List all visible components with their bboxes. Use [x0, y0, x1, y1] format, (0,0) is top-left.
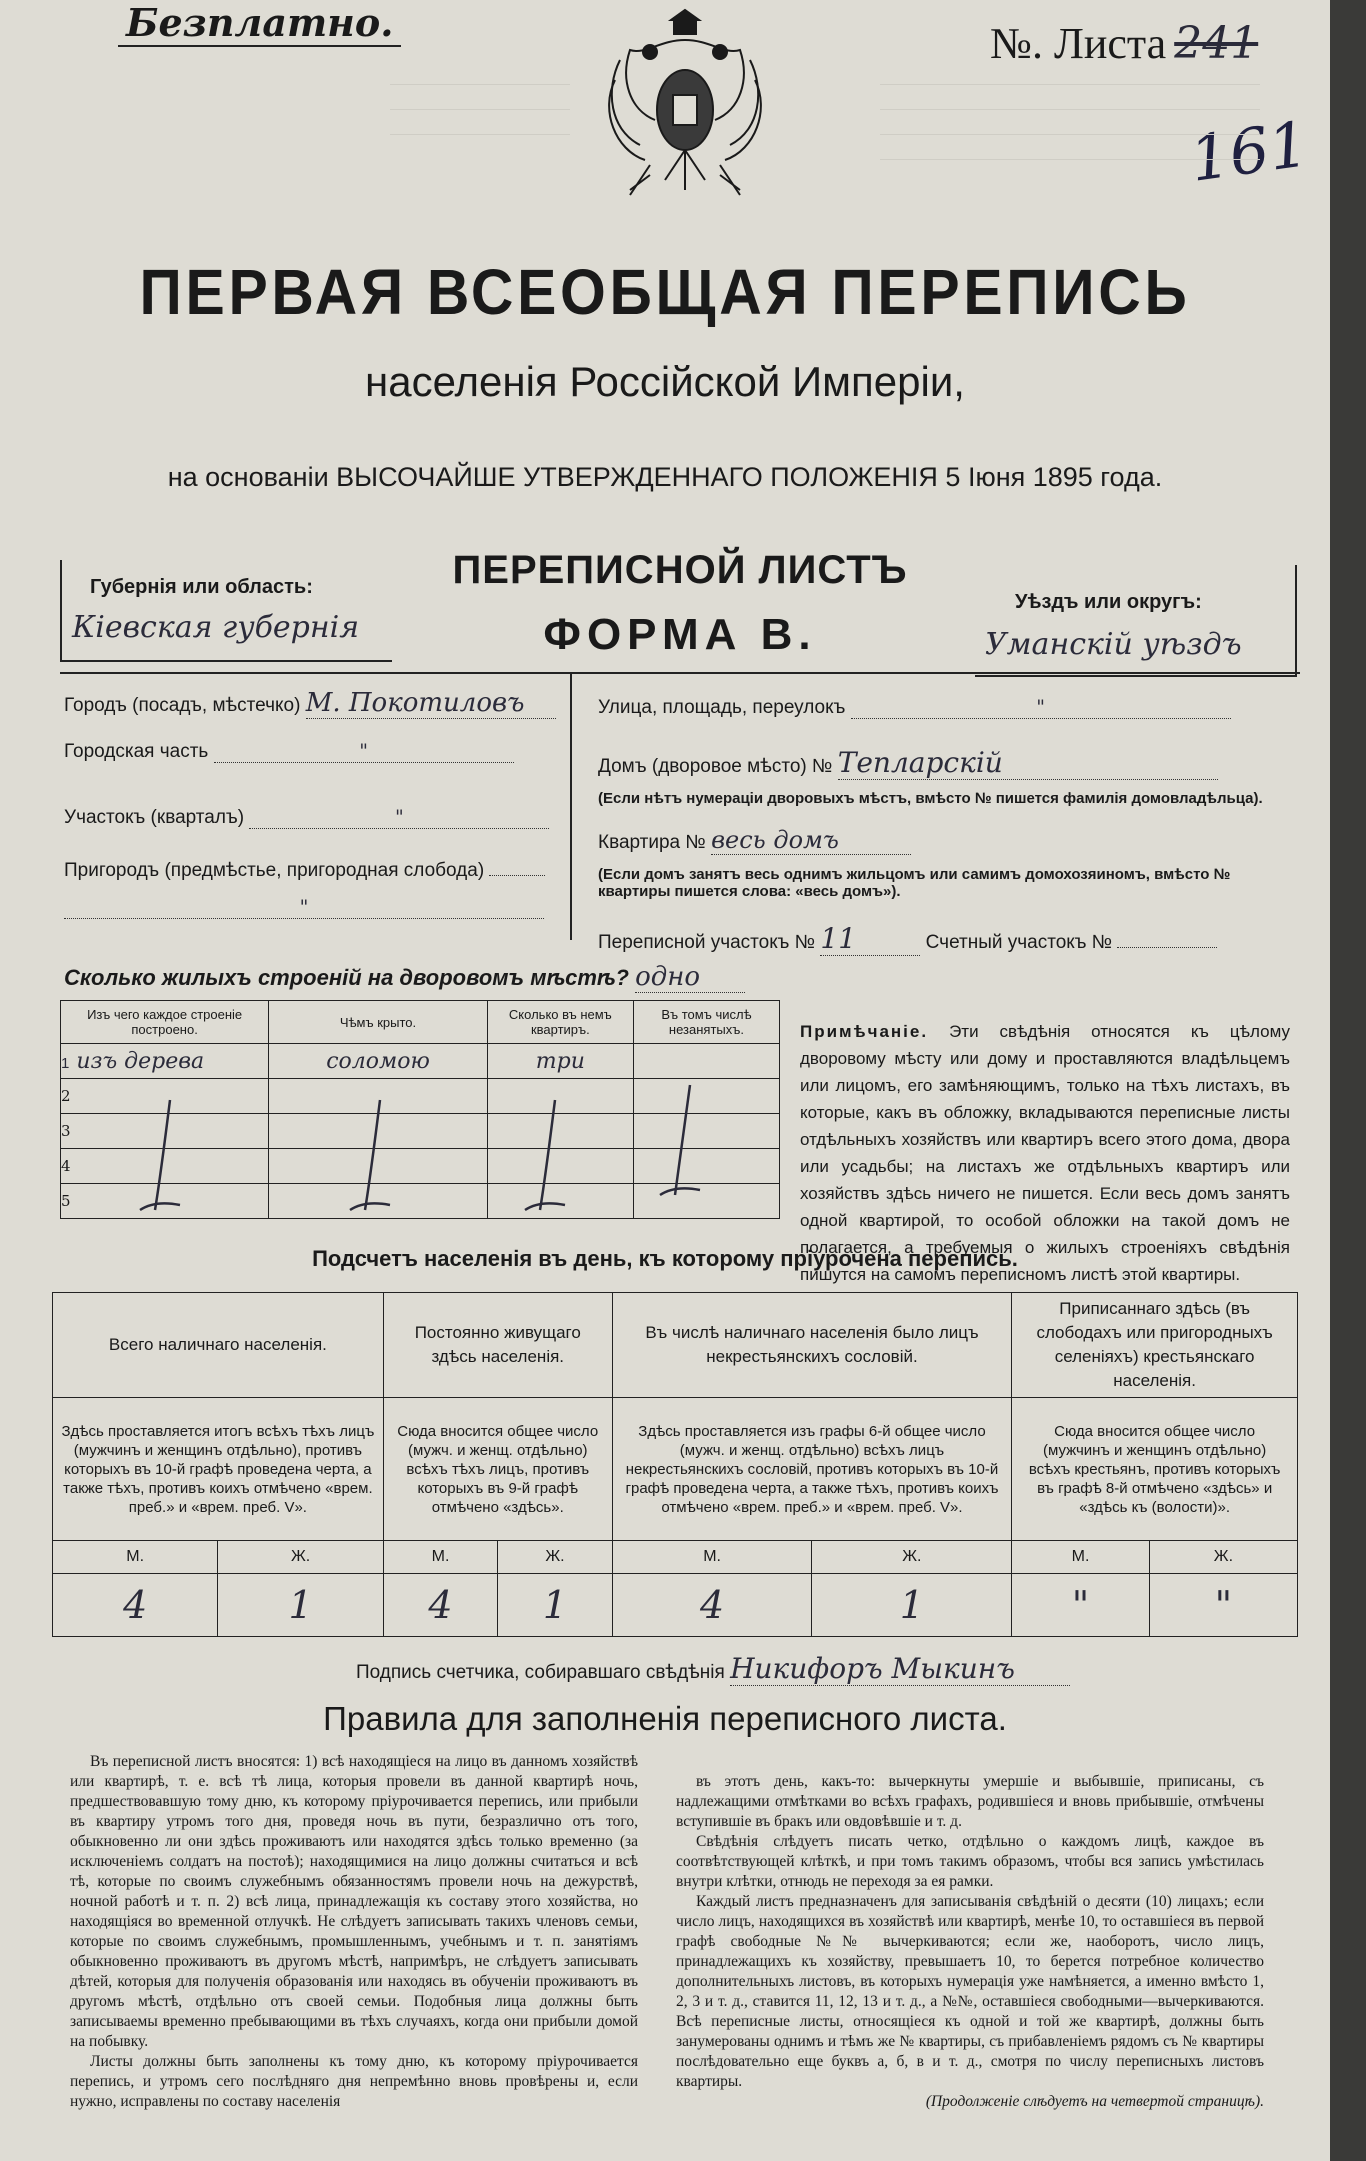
buildings-col-vacant: Въ томъ числѣ незанятыхъ.	[633, 1001, 779, 1044]
rules-paragraph: Въ переписной листъ вносятся: 1) всѣ находящіеся на лицо въ данномъ хозяйствѣ или квартирѣ, т. е. всѣ тѣ лица, которыя провели въ данной квартирѣ ночь, предшествовавшую тому дню, къ которому пріурочивается перепись, или прибыли въ квартиру утромъ того дня, проведя ночь въ пути, безразлично отъ того, обыкновенно ли они здѣсь проживаютъ или находятся здѣсь только временно (за исключеніемъ солдатъ на постоѣ); находящимися на лицо должны считаться и всѣ тѣ, которые по своимъ служебнымъ обязанностямъ провели ночь на дежурствѣ, ночной работѣ и т. п. 2) всѣ лица, принадлежащія къ составу этого хозяйства, но находящіяся во временной отлучкѣ. Не слѣдуетъ записывать такихъ членовъ семьи, которые по своимъ служебнымъ, промышленнымъ, учебнымъ и т. п. занятіямъ обыкновенно проживаютъ въ другомъ мѣстѣ, напримѣръ, не слѣдуетъ записывать дѣтей, которыя для полученія образованія или находясь въ обученіи проживаютъ въ другомъ мѣстѣ, отдѣльно отъ своей семьи. Подобныя лица должны быть записываемы временно пребывающими въ тѣхъ случаяхъ, когда они прибыли домой на побывку.	[70, 1753, 638, 2050]
buildings-question	[64, 962, 745, 993]
house-note: (Если нѣтъ нумераціи дворовыхъ мѣстъ, вмѣсто № пишется фамилія домовладѣльца).	[598, 790, 1263, 807]
female-label: Ж.	[1149, 1541, 1297, 1574]
apartment-value[interactable]: весь домъ	[711, 826, 911, 855]
buildings-row: 1 изъ дерева соломою три	[61, 1044, 780, 1079]
permanent-male-value[interactable]: 4	[383, 1574, 497, 1637]
rules-paragraph: въ этотъ день, какъ-то: вычеркнуты умершіе и выбывшіе, приписаны, съ надлежащими отмѣтками во всѣхъ графахъ, родившіеся и вновь прибывшіе, отмѣчены вступившіе въ бракъ или овдовѣвшіе и т. д.	[676, 1773, 1264, 1830]
city-part-value[interactable]: "	[214, 740, 514, 763]
rules-continued: (Продолженіе слѣдуетъ на четвертой страницѣ).	[925, 2093, 1264, 2110]
female-label: Ж.	[812, 1541, 1012, 1574]
precinct-value[interactable]: "	[249, 806, 549, 829]
pop-desc-peasant: Сюда вносится общее число (мужчинъ и женщинъ отдѣльно) всѣхъ крестьянъ, противъ которыхъ въ графѣ 8-й отмѣчено «здѣсь» и «здѣсь къ (волости)».	[1012, 1398, 1298, 1541]
peasant-female-value[interactable]: "	[1149, 1574, 1297, 1637]
city-part-field	[64, 740, 564, 763]
pop-desc-permanent: Сюда вносится общее число (мужч. и женщ. отдѣльно) всѣхъ тѣхъ лицъ, противъ которыхъ въ 9-й графѣ отмѣчено «здѣсь».	[383, 1398, 612, 1541]
district-value[interactable]: Уманскій уѣздъ	[985, 627, 1242, 662]
buildings-col-apartments: Сколько въ немъ квартиръ.	[487, 1001, 633, 1044]
bleed-through-text	[880, 60, 1260, 160]
bleed-through-text	[390, 60, 570, 135]
census-district-label-text: Переписной участокъ №	[598, 932, 816, 953]
main-title: ПЕРВАЯ ВСЕОБЩАЯ ПЕРЕПИСЬ	[139, 256, 1191, 328]
rules-paragraph: Свѣдѣнія слѣдуетъ писать четко, отдѣльно о каждомъ лицѣ, каждое въ соотвѣтствующей клѣткѣ, и при томъ такимъ образомъ, чтобы вся запись умѣстилась внутри клѣтки, отнюдь не переходя за ея рамки.	[676, 1833, 1264, 1890]
count-district-value[interactable]	[1117, 947, 1217, 948]
rules-paragraph: Листы должны быть заполнены къ тому дню, къ которому пріурочивается перепись, и утромъ сего послѣдняго дня непремѣнно вновь провѣрены и, если нужно, исправлены по составу населенія	[70, 2053, 638, 2110]
female-label: Ж.	[498, 1541, 612, 1574]
subtitle: населенія Россійской Имперіи,	[365, 358, 965, 405]
buildings-answer[interactable]: одно	[635, 962, 745, 993]
district-box	[975, 565, 1297, 677]
suburb-label: Пригородъ (предмѣстье, пригородная слобода)	[64, 860, 485, 881]
town-value[interactable]: М. Покотиловъ	[306, 688, 556, 719]
precinct-label: Участокъ (кварталъ)	[64, 807, 245, 828]
male-label: М.	[383, 1541, 497, 1574]
population-heading: Подсчетъ населенія въ день, къ которому пріурочена перепись.	[312, 1246, 1018, 1271]
form-subtitle: ФОРМА В.	[543, 610, 817, 659]
row-roof[interactable]: соломою	[269, 1044, 488, 1079]
pop-col-permanent: Постоянно живущаго здѣсь населенія.	[383, 1293, 612, 1398]
apartment-field	[598, 826, 1298, 855]
pop-col-peasant: Приписаннаго здѣсь (въ слободахъ или пригородныхъ селеніяхъ) крестьянскаго населенія.	[1012, 1293, 1298, 1398]
pop-col-nonpeasant: Въ числѣ наличнаго населенія было лицъ некрестьянскихъ сословій.	[612, 1293, 1012, 1398]
pop-desc-nonpeasant: Здѣсь проставляется изъ графы 6-й общее число (мужч. и женщ. отдѣльно) всѣхъ лицъ некрестьянскихъ сословій, противъ которыхъ въ 10-й графѣ проведена черта, а также тѣхъ, противъ коихъ отмѣчено «врем. преб.» и «врем. преб. V».	[612, 1398, 1012, 1541]
signature-label: Подпись счетчика, собиравшаго свѣдѣнія	[356, 1662, 725, 1683]
sheet-number-value: 241	[1174, 18, 1259, 69]
province-box	[60, 560, 392, 662]
pop-col-total: Всего наличнаго населенія.	[53, 1293, 384, 1398]
signature-value[interactable]: Никифоръ Мыкинъ	[730, 1652, 1070, 1686]
apartment-note: (Если домъ занятъ весь однимъ жильцомъ или самимъ домохозяиномъ, вмѣсто № квартиры пишется слова: «весь домъ»).	[598, 866, 1231, 900]
row-apartments[interactable]: три	[487, 1044, 633, 1079]
buildings-row: 4	[61, 1149, 780, 1184]
province-value[interactable]: Кіевская губернія	[72, 610, 360, 645]
count-district-label: Счетный участокъ №	[925, 932, 1113, 953]
street-field	[598, 696, 1298, 719]
male-label: М.	[53, 1541, 218, 1574]
pop-desc-total: Здѣсь проставляется итогъ всѣхъ тѣхъ лицъ (мужчинъ и женщинъ отдѣльно), противъ которыхъ въ 10-й графѣ проведена черта, а также тѣхъ, противъ коихъ отмѣчено «врем. преб.» и «врем. преб. V».	[53, 1398, 384, 1541]
sheet-number-label: №. Листа	[990, 19, 1167, 68]
free-label: Безплатно.	[118, 0, 401, 47]
district-label: Уѣздъ или округъ:	[1015, 591, 1202, 613]
street-value[interactable]: "	[851, 696, 1231, 719]
apartment-label: Квартира №	[598, 832, 706, 853]
buildings-row: 2	[61, 1079, 780, 1114]
buildings-row: 5	[61, 1184, 780, 1219]
house-value[interactable]: Тепларскій	[838, 746, 1218, 780]
precinct-field	[64, 806, 564, 829]
peasant-male-value[interactable]: "	[1012, 1574, 1150, 1637]
rules-left-column	[70, 1752, 638, 2112]
row-material[interactable]: изъ дерева	[76, 1048, 205, 1074]
buildings-col-roof: Чѣмъ крыто.	[269, 1001, 488, 1044]
permanent-female-value[interactable]: 1	[498, 1574, 612, 1637]
divider	[570, 672, 572, 940]
town-field	[64, 688, 564, 719]
suburb-value[interactable]: "	[64, 896, 544, 919]
total-male-value[interactable]: 4	[53, 1574, 218, 1637]
male-label: М.	[1012, 1541, 1150, 1574]
nonpeasant-female-value[interactable]: 1	[812, 1574, 1012, 1637]
town-label: Городъ (посадъ, мѣстечко)	[64, 695, 301, 716]
census-district-value[interactable]: 11	[820, 922, 920, 956]
rules-right-column	[676, 1772, 1264, 2112]
imperial-eagle-emblem	[600, 0, 770, 215]
total-female-value[interactable]: 1	[218, 1574, 383, 1637]
census-district-field	[598, 922, 1308, 956]
buildings-note-text: Эти свѣдѣнія относятся къ цѣлому дворовому мѣсту или дому и проставляются владѣльцемъ или лицомъ, его замѣняющимъ, только на тѣхъ листахъ, въ которые, какъ въ обложку, вкладываются переписные листы отдѣльныхъ хозяйствъ или квартиръ всего этого дома, двора или усадьбы; на листахъ же отдѣльныхъ квартиръ или хозяйствъ здѣсь ничего не пишется. Если весь домъ занятъ одной квартирой, то особой обложки на такой домъ не полагается, а требуемыя о жилыхъ строеніяхъ свѣдѣнія пишутся на самомъ переписномъ листѣ этой квартиры.	[800, 1022, 1290, 1284]
street-label: Улица, площадь, переулокъ	[598, 697, 846, 718]
suburb-field	[64, 860, 564, 919]
nonpeasant-male-value[interactable]: 4	[612, 1574, 812, 1637]
population-table	[52, 1292, 1298, 1637]
city-part-label: Городская часть	[64, 741, 209, 762]
legal-basis: на основаніи ВЫСОЧАЙШЕ УТВЕРЖДЕННАГО ПОЛОЖЕНІЯ 5 Іюня 1895 года.	[167, 462, 1163, 492]
archive-page-number: 161	[1185, 107, 1313, 196]
buildings-col-material: Изъ чего каждое строеніе построено.	[61, 1001, 269, 1044]
buildings-row: 3	[61, 1114, 780, 1149]
handwritten-strokes	[60, 1080, 780, 1230]
rules-title: Правила для заполненія переписного листа.	[323, 1700, 1007, 1737]
signature-field	[356, 1652, 1256, 1686]
divider	[60, 672, 1300, 674]
rules-paragraph: Каждый листъ предназначенъ для записыванія свѣдѣній о десяти (10) лицахъ; если число лицъ, находящихся въ хозяйствѣ или квартирѣ, менѣе 10, то оставшіеся въ первой графѣ свободные №№ вычеркиваются; если же, наоборотъ, число лицъ, принадлежащихъ къ хозяйству, превышаетъ 10, то берется потребное количество дополнительныхъ листовъ, въ которыхъ нумерація уже намѣняется, а именно вмѣсто 1, 2, 3 и т. д., ставится 11, 12, 13 и т. д., а №№, оставшіеся свободными—вычеркиваются. Всѣ переписные листы, относящіеся къ одной и той же квартирѣ, должны быть занумерованы однимъ и тѣмъ же № квартиры, съ прибавленіемъ рядомъ съ № квартиры послѣдовательно еще буквъ а, б, в и т. д., смотря по числу переписныхъ листовъ квартиры.	[676, 1893, 1264, 2090]
buildings-question-label: Сколько жилыхъ строеній на дворовомъ мѣстѣ?	[64, 965, 629, 990]
row-vacant[interactable]	[633, 1044, 779, 1079]
house-label: Домъ (дворовое мѣсто) №	[598, 756, 833, 777]
form-title: ПЕРЕПИСНОЙ ЛИСТЪ	[452, 548, 908, 592]
female-label: Ж.	[218, 1541, 383, 1574]
buildings-note-head: Примѣчаніе.	[800, 1022, 929, 1041]
male-label: М.	[612, 1541, 812, 1574]
house-field	[598, 746, 1298, 780]
province-label: Губернія или область:	[90, 576, 313, 598]
